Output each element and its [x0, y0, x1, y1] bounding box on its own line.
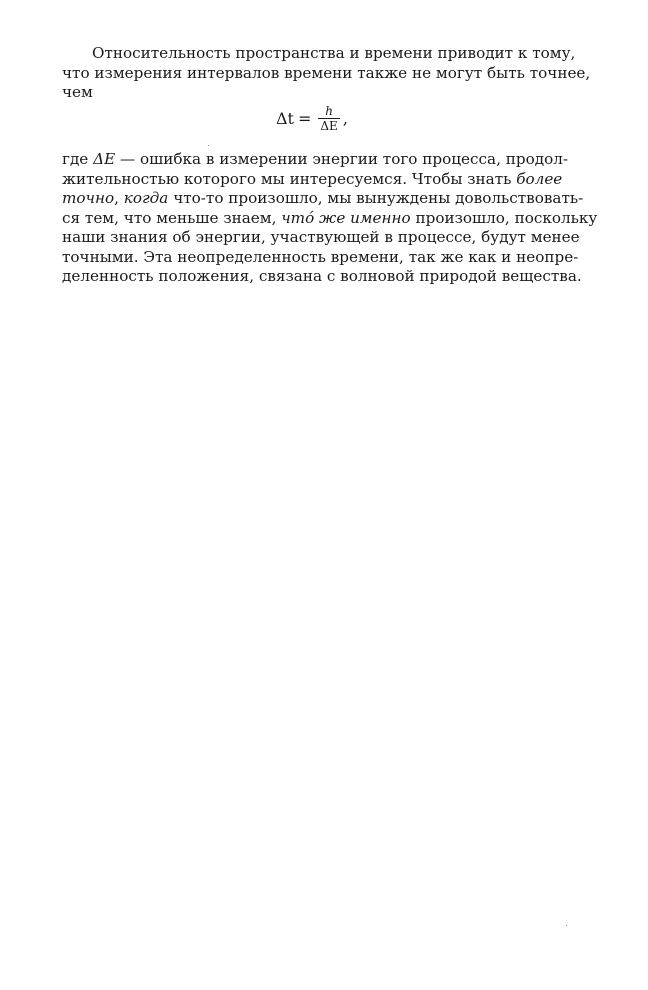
text-segment: , [114, 189, 124, 207]
paragraph-explanation [62, 150, 598, 287]
formula-numerator: h [325, 103, 333, 118]
symbol-delta-e: ΔE [93, 150, 116, 168]
scan-speck [208, 145, 209, 146]
italic-emphasis: точно [62, 189, 115, 207]
italic-emphasis: когда [123, 189, 169, 207]
text-segment: где [62, 150, 94, 168]
scan-speck [566, 925, 567, 926]
text-line: что измерения интервалов времени также не могут быть точнее, [62, 63, 591, 82]
formula-denominator: ΔE [320, 118, 338, 133]
formula-lhs: Δt [276, 108, 294, 128]
text-line [62, 189, 584, 209]
text-line: Относительность пространства и времени приводит к тому, [92, 44, 576, 62]
italic-emphasis: более [516, 169, 563, 188]
formula-fraction [318, 104, 339, 133]
text-segment: произошло, поскольку [410, 208, 598, 227]
text-line: чем [62, 83, 93, 101]
text-line [62, 170, 562, 190]
text-line: точными. Эта неопределенность времени, так же как и неопре- [62, 247, 579, 266]
text-line: деленность положения, связана с волновой природой вещества. [62, 267, 582, 285]
paragraph-intro [62, 44, 591, 103]
text-segment: что-то произошло, мы вынуждены довольствовать- [168, 189, 584, 207]
text-line [62, 150, 568, 170]
text-line: наши знания об энергии, участвующей в процессе, будут менее [62, 228, 580, 246]
uncertainty-formula [276, 98, 348, 138]
formula-equals: = [297, 108, 312, 128]
text-segment: ся тем, что меньше знаем, [62, 208, 282, 227]
formula-trailing-comma: , [342, 108, 348, 128]
text-segment: жительностью которого мы интересуемся. Чтобы знать [62, 169, 517, 188]
italic-emphasis: что́ же именно [281, 208, 411, 227]
text-line [62, 208, 598, 229]
text-segment: — ошибка в измерении энергии того процесса, продол- [115, 150, 568, 168]
